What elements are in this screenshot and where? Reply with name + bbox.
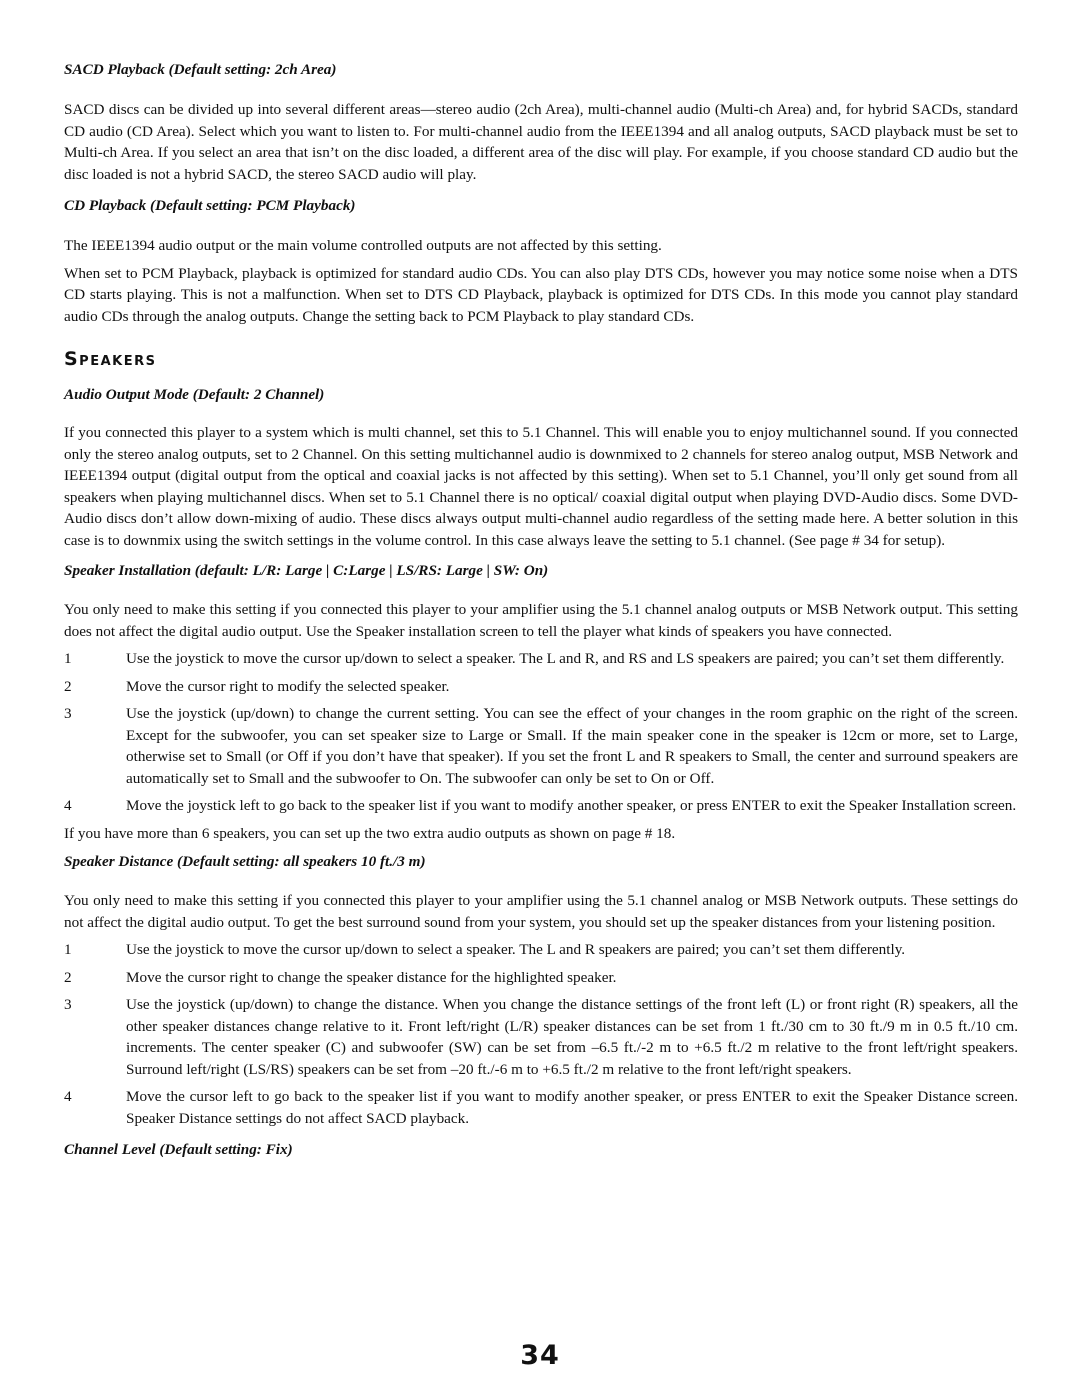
step-number: 3 — [64, 996, 72, 1013]
step-text: Use the joystick (up/down) to change the distance. When you change the distance settings of the front left (L) or front right (R) speakers, all the other speaker distances change relative to it. Front left/right (L/R) speaker distances can be set from 1 ft./30 cm to 30 ft./9 m in 0.5 ft./10 cm. increments. The center speaker (C) and subwoofer (SW) can be set from –6.5 ft./-2 m to +6.5 ft./2 m relative to the front left/right speakers. Surround left/right (LS/RS) speakers can be set from –20 ft./-6 m to +6.5 ft./2 m relative to the front left/right speakers. — [126, 996, 1018, 1078]
step-text: Move the cursor right to change the speaker distance for the highlighted speaker. — [126, 968, 617, 986]
list-item — [64, 967, 1018, 989]
step-number: 1 — [64, 941, 72, 958]
audio-output-mode-body: If you connected this player to a system which is multi channel, set this to 5.1 Channel. This will enable you to enjoy multichannel sound. If you connected only the stereo analog outputs, set to 2 Channel. On this setting multichannel audio is downmixed to 2 channels for stereo analog output, MSB Network and IEEE1394 output (digital output from the optical and coaxial jacks is not affected by this setting). When set to 5.1 Channel, you’ll only get sound from all speakers when playing multichannel discs. When set to 5.1 Channel there is no optical/ coaxial digital output when playing DVD-Audio discs. Some DVD-Audio discs don’t allow down-mixing of audio. These discs always output multi-channel audio regardless of the setting made here. A better solution in this case is to downmix using the switch settings in the volume control. In this case always leave the setting to 5.1 channel. (See page # 34 for setup). — [64, 424, 1018, 549]
step-number: 2 — [64, 677, 72, 695]
audio-output-mode-heading: Audio Output Mode (Default: 2 Channel) — [64, 386, 325, 403]
speaker-installation-intro: You only need to make this setting if you connected this player to your amplifier using the 5.1 channel analog outputs or MSB Network output. This setting does not affect the digital audio output. Use the Speaker installation screen to tell the player what kinds of speakers you have connected. — [64, 601, 1018, 640]
cd-playback-heading: CD Playback (Default setting: PCM Playback) — [64, 197, 356, 214]
step-number: 4 — [64, 1088, 72, 1105]
channel-level-heading: Channel Level (Default setting: Fix) — [64, 1141, 293, 1158]
list-item — [64, 648, 1018, 670]
speaker-installation-outro: If you have more than 6 speakers, you can set up the two extra audio outputs as shown on page # 18. — [64, 824, 676, 842]
cd-playback-body: When set to PCM Playback, playback is optimized for standard audio CDs. You can also play DTS CDs, however you may notice some noise when a DTS CD starts playing. This is not a malfunction. When set to DTS CD Playback, playback is optimized for DTS CDs. In this mode you cannot play standard audio CDs through the analog outputs. Change the setting back to PCM Playback to play standard CDs. — [64, 264, 1018, 325]
step-number: 2 — [64, 968, 72, 986]
step-text: Move the cursor left to go back to the speaker list if you want to modify another speaker, or press ENTER to exit the Speaker Distance screen. Speaker Distance settings do not affect SACD playback. — [126, 1088, 1018, 1127]
speaker-distance-intro: You only need to make this setting if you connected this player to your amplifier using the 5.1 channel analog or MSB Network outputs. These settings do not affect the digital audio output. To get the best surround sound from your system, you should set up the speaker distances from your listening position. — [64, 892, 1018, 931]
speakers-section-title: Speakers — [64, 348, 157, 370]
step-text: Use the joystick to move the cursor up/down to select a speaker. The L and R speakers are paired; you can’t set them differently. — [126, 941, 906, 958]
speaker-installation-steps — [64, 648, 1018, 817]
step-text: Use the joystick to move the cursor up/down to select a speaker. The L and R, and RS and LS speakers are paired; you can’t set them differently. — [126, 650, 1005, 667]
step-text: Move the cursor right to modify the selected speaker. — [126, 677, 450, 695]
speaker-distance-heading: Speaker Distance (Default setting: all speakers 10 ft./3 m) — [64, 853, 426, 870]
speaker-distance-steps — [64, 939, 1018, 1129]
speaker-installation-heading: Speaker Installation (default: L/R: Large | C:Large | LS/RS: Large | SW: On) — [64, 562, 549, 579]
sacd-playback-body: SACD discs can be divided up into several different areas—stereo audio (2ch Area), multi-channel audio (Multi-ch Area) and, for hybrid SACDs, standard CD audio (CD Area). Select which you want to listen to. For multi-channel audio from the IEEE1394 and all analog outputs, SACD playback must be set to Multi-ch Area. If you select an area that isn’t on the disc loaded, a different area of the disc will play. For example, if you choose standard CD audio but the disc loaded is not a hybrid SACD, the stereo SACD audio will play. — [64, 101, 1018, 183]
list-item — [64, 703, 1018, 789]
step-number: 1 — [64, 650, 72, 667]
list-item — [64, 939, 1018, 961]
page-number: 34 — [520, 1340, 560, 1371]
step-number: 4 — [64, 797, 72, 814]
step-text: Move the joystick left to go back to the speaker list if you want to modify another speaker, or press ENTER to exit the Speaker Installation screen. — [126, 797, 1017, 814]
sacd-playback-heading: SACD Playback (Default setting: 2ch Area) — [64, 61, 337, 78]
cd-playback-note: The IEEE1394 audio output or the main volume controlled outputs are not affected by this setting. — [64, 237, 662, 254]
list-item — [64, 994, 1018, 1080]
manual-page — [64, 56, 1018, 1160]
list-item — [64, 795, 1018, 817]
list-item — [64, 1086, 1018, 1129]
step-text: Use the joystick (up/down) to change the current setting. You can see the effect of your changes in the room graphic on the right of the screen. Except for the subwoofer, you can set speaker size to Large or Small. If the main speaker cone in the speaker is 12cm or more, set to Large, otherwise set to Small (or Off if you don’t have that speaker). If you set the front L and R speakers to Small, the center and surround speakers are automatically set to Small and the subwoofer to On. The subwoofer can only be set to On or Off. — [126, 705, 1018, 787]
step-number: 3 — [64, 705, 72, 722]
list-item — [64, 676, 1018, 698]
